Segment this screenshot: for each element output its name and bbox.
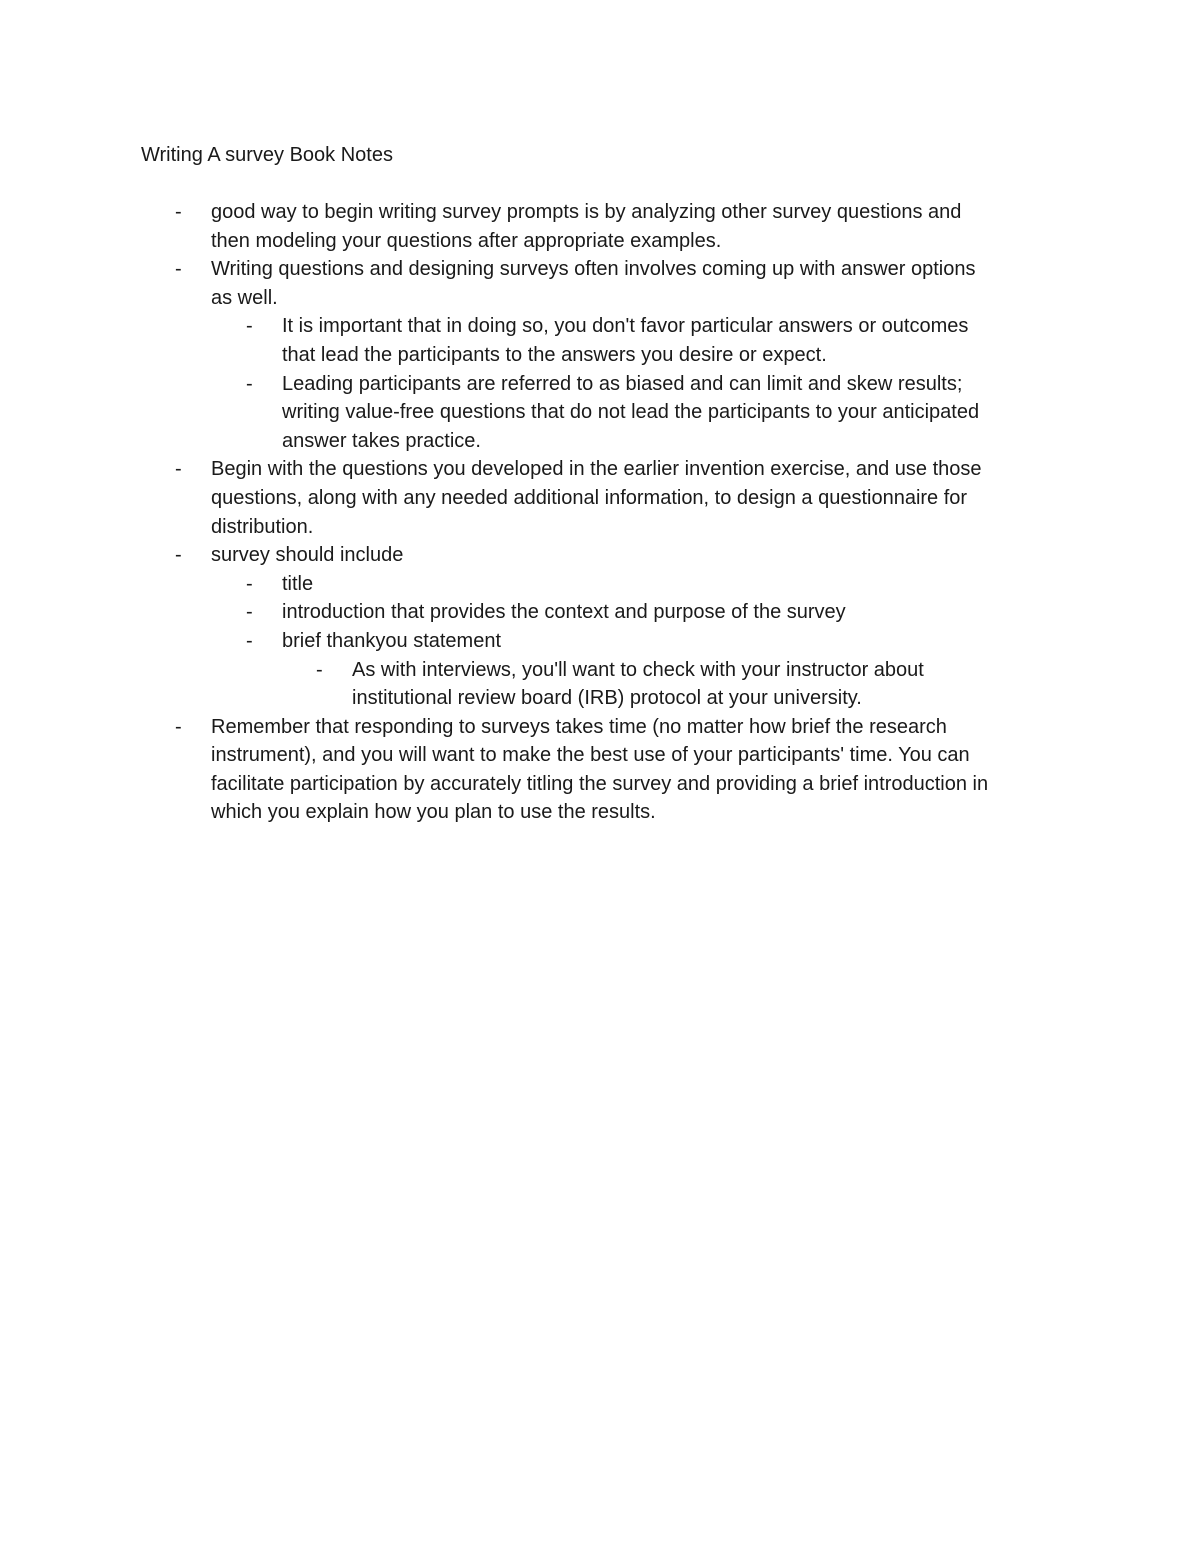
list-item-line: introduction that provides the context and purpose of the survey — [282, 601, 846, 624]
list-item-line: Leading participants are referred to as biased and can limit and skew results; — [282, 372, 963, 395]
list-item-line: Begin with the questions you developed in the earlier invention exercise, and use those — [211, 458, 982, 481]
list-item-text — [211, 541, 1200, 570]
list-item-text — [282, 627, 1200, 656]
list-item — [0, 713, 1200, 827]
list-item-line: institutional review board (IRB) protocol at your university. — [352, 687, 862, 710]
list-item-text — [211, 713, 1200, 827]
bullet-dash: - — [175, 715, 182, 738]
list-item — [0, 656, 1200, 713]
list-item — [0, 598, 1200, 627]
list-item-line: instrument), and you will want to make the best use of your participants' time. You can — [211, 744, 970, 767]
bullet-dash: - — [175, 258, 182, 281]
list-item-line: which you explain how you plan to use the results. — [211, 801, 656, 824]
document-title: Writing A survey Book Notes — [141, 144, 393, 166]
list-item-line: survey should include — [211, 544, 404, 567]
list-item-line: as well. — [211, 286, 278, 309]
list-item — [0, 198, 1200, 255]
list-item — [0, 627, 1200, 656]
list-item-text — [282, 570, 1200, 599]
bullet-dash: - — [246, 601, 253, 624]
list-item-line: then modeling your questions after appropriate examples. — [211, 229, 722, 252]
list-item-text — [282, 598, 1200, 627]
list-item — [0, 541, 1200, 570]
bullet-dash: - — [316, 658, 323, 681]
list-item-line: questions, along with any needed additional information, to design a questionnaire for — [211, 486, 968, 509]
list-item — [0, 255, 1200, 312]
bullet-dash: - — [175, 458, 182, 481]
list-item-line: Writing questions and designing surveys often involves coming up with answer options — [211, 258, 976, 281]
bullet-dash: - — [246, 315, 253, 338]
list-item-text — [211, 198, 1200, 255]
list-item-text — [352, 656, 1200, 713]
bullet-dash: - — [175, 544, 182, 567]
list-item — [0, 370, 1200, 456]
bullet-dash: - — [246, 372, 253, 395]
list-item — [0, 312, 1200, 369]
list-item-line: that lead the participants to the answers you desire or expect. — [282, 343, 827, 366]
bullet-list — [0, 198, 1200, 827]
list-item-line: brief thankyou statement — [282, 629, 502, 652]
list-item-line: It is important that in doing so, you don't favor particular answers or outcomes — [282, 315, 969, 338]
list-item-text — [211, 455, 1200, 541]
list-item — [0, 455, 1200, 541]
list-item — [0, 570, 1200, 599]
list-item-line: writing value-free questions that do not lead the participants to your anticipated — [282, 401, 980, 424]
list-item-line: As with interviews, you'll want to check with your instructor about — [352, 658, 924, 681]
list-item-line: facilitate participation by accurately titling the survey and providing a brief introduction in — [211, 772, 989, 795]
list-item-line: Remember that responding to surveys takes time (no matter how brief the research — [211, 715, 947, 738]
bullet-dash: - — [246, 629, 253, 652]
list-item-line: answer takes practice. — [282, 429, 481, 452]
list-item-text — [211, 255, 1200, 312]
list-item-text — [282, 370, 1200, 456]
list-item-line: distribution. — [211, 515, 314, 538]
list-item-text — [282, 312, 1200, 369]
list-item-line: title — [282, 572, 314, 595]
bullet-dash: - — [246, 572, 253, 595]
list-item-line: good way to begin writing survey prompts is by analyzing other survey questions and — [211, 201, 962, 223]
bullet-dash: - — [175, 201, 182, 223]
